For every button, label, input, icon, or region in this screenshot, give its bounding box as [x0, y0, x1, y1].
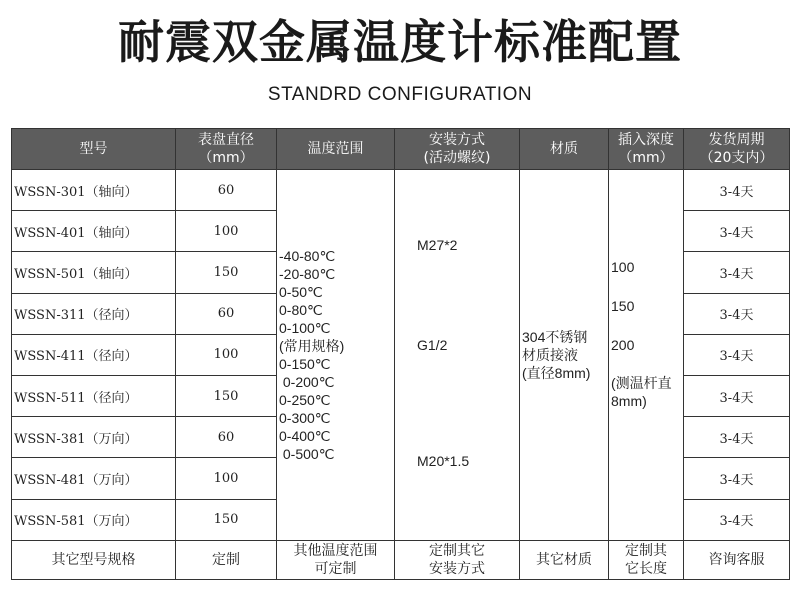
temp-range-item: 0-300℃ — [279, 409, 331, 426]
dial-cell: 150 — [176, 375, 277, 416]
temp-range-item: 0-400℃ — [279, 427, 331, 444]
header-insertion-depth: 插入深度 （mm） — [609, 129, 684, 170]
dial-cell: 100 — [176, 211, 277, 252]
page-subtitle: STANDRD CONFIGURATION — [267, 84, 533, 105]
depth-option: 150 — [611, 298, 635, 314]
delivery-cell: 3-4天 — [684, 375, 790, 416]
header-mounting: 安装方式 (活动螺纹) — [395, 129, 520, 170]
delivery-cell: 3-4天 — [684, 417, 790, 458]
model-cell: WSSN-381（万向） — [12, 417, 176, 458]
table-footer-row — [12, 540, 790, 579]
delivery-cell: 3-4天 — [684, 293, 790, 334]
header-dial-diameter: 表盘直径 （mm） — [176, 129, 277, 170]
mounting-cell — [395, 170, 520, 541]
spec-table-wrapper — [11, 128, 789, 580]
footer-mounting-cell: 定制其它 安装方式 — [395, 540, 520, 579]
header-model: 型号 — [12, 129, 176, 170]
model-cell: WSSN-311（径向） — [12, 293, 176, 334]
dial-cell: 60 — [176, 293, 277, 334]
header-material: 材质 — [520, 129, 609, 170]
model-cell: WSSN-501（轴向） — [12, 252, 176, 293]
insertion-depth-cell — [609, 170, 684, 541]
material-line: (直径8mm) — [522, 364, 591, 381]
temp-range-item: 0-50℃ — [279, 283, 323, 300]
temp-range-item: 0-250℃ — [279, 391, 331, 408]
footer-temp-range-cell: 其他温度范围 可定制 — [277, 540, 395, 579]
page-title: 耐震双金属温度计标准配置 — [118, 15, 682, 69]
temp-range-item: 0-80℃ — [279, 301, 323, 318]
temp-range-item: 0-200℃ — [279, 373, 335, 390]
temp-range-item: -40-80℃ — [279, 247, 336, 264]
dial-cell: 100 — [176, 458, 277, 499]
model-cell: WSSN-581（万向） — [12, 499, 176, 540]
footer-material-cell: 其它材质 — [520, 540, 609, 579]
delivery-cell: 3-4天 — [684, 211, 790, 252]
table-row — [12, 170, 790, 211]
delivery-cell: 3-4天 — [684, 252, 790, 293]
spec-table — [11, 128, 790, 580]
model-cell: WSSN-301（轴向） — [12, 170, 176, 211]
material-line: 材质接液 — [522, 346, 578, 363]
delivery-cell: 3-4天 — [684, 499, 790, 540]
header-delivery-period: 发货周期 （20支内） — [684, 129, 790, 170]
model-cell: WSSN-411（径向） — [12, 334, 176, 375]
footer-delivery-cell: 咨询客服 — [684, 540, 790, 579]
dial-cell: 60 — [176, 170, 277, 211]
dial-cell: 60 — [176, 417, 277, 458]
depth-option: 200 — [611, 337, 635, 353]
table-header-row — [12, 129, 790, 170]
mounting-option: M20*1.5 — [417, 453, 470, 469]
footer-dial-cell: 定制 — [176, 540, 277, 579]
temp-range-cell — [277, 170, 395, 541]
footer-depth-cell: 定制其 它长度 — [609, 540, 684, 579]
temp-range-item: (常用规格) — [279, 337, 345, 354]
delivery-cell: 3-4天 — [684, 334, 790, 375]
dial-cell: 150 — [176, 252, 277, 293]
dial-cell: 150 — [176, 499, 277, 540]
depth-note: (测温杆直 — [611, 375, 672, 391]
temp-range-item: -20-80℃ — [279, 265, 336, 282]
temp-range-item: 0-500℃ — [279, 445, 335, 462]
delivery-cell: 3-4天 — [684, 458, 790, 499]
depth-note: 8mm) — [611, 393, 647, 409]
temp-range-item: 0-150℃ — [279, 355, 331, 372]
header-temp-range: 温度范围 — [277, 129, 395, 170]
dial-cell: 100 — [176, 334, 277, 375]
model-cell: WSSN-401（轴向） — [12, 211, 176, 252]
model-cell: WSSN-481（万向） — [12, 458, 176, 499]
temp-range-item: 0-100℃ — [279, 319, 331, 336]
footer-model-cell: 其它型号规格 — [12, 540, 176, 579]
delivery-cell: 3-4天 — [684, 170, 790, 211]
depth-option: 100 — [611, 259, 635, 275]
material-cell — [520, 170, 609, 541]
model-cell: WSSN-511（径向） — [12, 375, 176, 416]
mounting-option: G1/2 — [417, 337, 448, 353]
material-line: 304不锈钢 — [522, 328, 588, 345]
mounting-option: M27*2 — [417, 237, 458, 253]
